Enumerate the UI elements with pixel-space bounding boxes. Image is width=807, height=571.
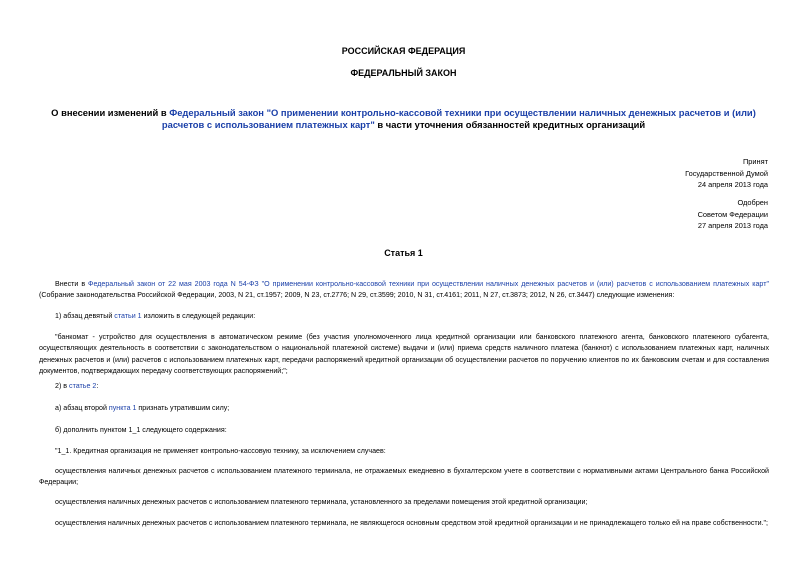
title-prefix: О внесении изменений в: [51, 107, 170, 118]
country-heading: РОССИЙСКАЯ ФЕДЕРАЦИЯ: [341, 46, 466, 56]
point-1-link[interactable]: пункта 1: [108, 404, 137, 412]
intro-text-post: (Собрание законодательства Российской Федерации, 2003, N 21, ст.1957; 2009, N 23, ст.2776; N 29, ст.3599; 2010, N 31, ст.4161; 2011, N 27, ст.3873; 2012, N 26, ст.3447) следующие изменения:: [39, 291, 675, 300]
article-intro: [39, 279, 769, 302]
article-2-link[interactable]: статье 2: [69, 382, 97, 390]
article-1-link[interactable]: статьи 1: [114, 312, 142, 320]
accepted-line-2: Государственной Думой: [685, 168, 768, 178]
accepted-line-1: Принят: [742, 157, 768, 166]
item-2-pre: 2) в: [55, 382, 70, 390]
intro-law-link[interactable]: Федеральный закон от 22 мая 2003 года N 54-ФЗ "О применении контрольно-кассовой техники при осуществлении наличных денежных расчетов и (или) расчетов с использованием платежных карт": [88, 280, 769, 288]
item-1: [39, 311, 769, 322]
item-2-post: :: [96, 382, 99, 390]
item-a: [39, 403, 769, 414]
law-title: [30, 107, 777, 131]
article-heading: Статья 1: [384, 248, 423, 258]
case-2: осуществления наличных денежных расчетов с использованием платежного терминала, установленного за пределами помещения этой кредитной организации;: [55, 498, 588, 506]
item-1-pre: 1) абзац девятый: [55, 312, 115, 320]
item-a-pre: а) абзац второй: [55, 404, 109, 412]
adoption-approved: [698, 197, 768, 232]
intro-text-pre: Внести в: [55, 280, 89, 288]
accepted-date: 24 апреля 2013 года: [697, 180, 768, 189]
case-3: осуществления наличных денежных расчетов с использованием платежного терминала, не являющегося основным средством этой кредитной организации и не принадлежащего только ей на праве собственности.";: [55, 519, 769, 527]
item-b: б) дополнить пунктом 1_1 следующего содержания:: [55, 426, 227, 434]
approved-line-2: Советом Федерации: [697, 209, 768, 219]
quote-1-1: "1_1. Кредитная организация не применяет контрольно-кассовую технику, за исключением случаев:: [55, 447, 386, 455]
approved-line-1: Одобрен: [737, 198, 768, 207]
title-law-link[interactable]: Федеральный закон "О применении контрольно-кассовой техники при осуществлении наличных денежных расчетов и (или) расчетов с использованием платежных карт": [161, 107, 756, 130]
adoption-accepted: [685, 156, 768, 191]
doc-type-heading: ФЕДЕРАЛЬНЫЙ ЗАКОН: [350, 68, 457, 78]
case-1: осуществления наличных денежных расчетов с использованием платежного терминала, не отражаемых ежедневно в бухгалтерском учете в соответствии с нормативными актами Центрального банка Российской Федерации;: [39, 467, 769, 487]
item-a-post: признать утратившим силу;: [136, 404, 230, 412]
quote-atm-definition: "банкомат - устройство для осуществления в автоматическом режиме (без участия уполномоченного лица кредитной организации или банковского платежного агента, банковского платежного субагента, осуществляющих деятельность в соответствии с законодательством о национальной платежной системе) выдачи и (или) приема средств наличного платежа (банкнот) с использованием платежных карт, наличных денежных расчетов и (или) расчетов с использованием платежных карт, передачи распоряжений кредитной организации об осуществлении расчетов по поручению клиентов по их банковским счетам и для составления документов, подтверждающих передачу соответствующих распоряжений;";: [39, 333, 769, 375]
approved-date: 27 апреля 2013 года: [697, 221, 768, 230]
item-1-post: изложить в следующей редакции:: [141, 312, 256, 320]
item-2: [39, 381, 769, 392]
title-suffix: в части уточнения обязанностей кредитных организаций: [374, 119, 646, 130]
